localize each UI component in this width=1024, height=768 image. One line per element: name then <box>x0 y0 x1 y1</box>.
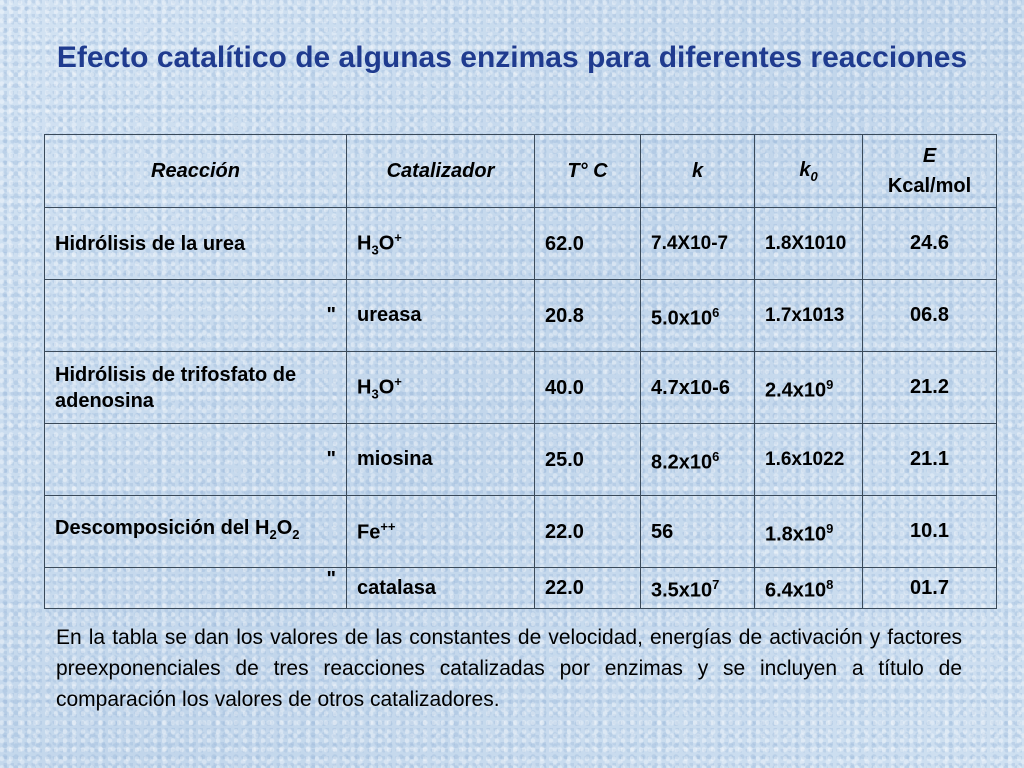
cell-temp: 40.0 <box>535 352 641 424</box>
cell-temp: 22.0 <box>535 568 641 609</box>
table-row <box>45 424 997 496</box>
cell-e: 24.6 <box>863 208 997 280</box>
cell-reaccion: Descomposición del $H_2O_2$ <box>45 496 347 568</box>
table-header-row <box>45 135 997 208</box>
cell-catalizador: miosina <box>347 424 535 496</box>
explanation-paragraph: En la tabla se dan los valores de las constantes de velocidad, energías de activación y factores preexponenciales de tres reacciones catalizadas por enzimas y se incluyen a título de comparación los valores de otros catalizadores. <box>56 626 962 711</box>
cell-temp: 25.0 <box>535 424 641 496</box>
table-row <box>45 352 997 424</box>
table-row <box>45 496 997 568</box>
cell-k0: $1.8x10^9$ <box>755 496 863 568</box>
cell-k: 7.4X10-7 <box>641 208 755 280</box>
cell-k: $3.5x10^7$ <box>641 568 755 609</box>
cell-temp: 62.0 <box>535 208 641 280</box>
cell-catalizador: catalasa <box>347 568 535 609</box>
cell-e: 21.2 <box>863 352 997 424</box>
cell-catalizador: $H_3O^+$ <box>347 208 535 280</box>
header-k: k <box>641 135 755 208</box>
header-reaccion: Reacción <box>45 135 347 208</box>
cell-reaccion-ditto: " <box>45 424 347 496</box>
cell-k: 56 <box>641 496 755 568</box>
header-catalizador: Catalizador <box>347 135 535 208</box>
cell-k: $8.2x10^6$ <box>641 424 755 496</box>
cell-k0: 1.8X1010 <box>755 208 863 280</box>
table-row <box>45 568 997 609</box>
cell-catalizador: Fe++ <box>347 496 535 568</box>
table-row <box>45 208 997 280</box>
cell-catalizador: ureasa <box>347 280 535 352</box>
cell-k: 4.7x10-6 <box>641 352 755 424</box>
cell-catalizador: $H_3O^+$ <box>347 352 535 424</box>
enzyme-table <box>44 134 997 609</box>
cell-k: $5.0x10^6$ <box>641 280 755 352</box>
cell-k0: $2.4x10^9$ <box>755 352 863 424</box>
cell-k0: $6.4x10^8$ <box>755 568 863 609</box>
header-k0: $k_0$ <box>755 135 863 208</box>
cell-reaccion: Hidrólisis de trifosfato de adenosina <box>45 352 347 424</box>
cell-k0: 1.7x1013 <box>755 280 863 352</box>
header-temperatura: T° C <box>535 135 641 208</box>
cell-e: 10.1 <box>863 496 997 568</box>
header-e: E Kcal/mol <box>863 135 997 208</box>
cell-temp: 20.8 <box>535 280 641 352</box>
slide-title: Efecto catalítico de algunas enzimas para diferentes reacciones <box>56 41 968 74</box>
cell-e: 06.8 <box>863 280 997 352</box>
cell-e: 01.7 <box>863 568 997 609</box>
cell-temp: 22.0 <box>535 496 641 568</box>
table-row <box>45 280 997 352</box>
cell-e: 21.1 <box>863 424 997 496</box>
cell-k0: 1.6x1022 <box>755 424 863 496</box>
cell-reaccion-ditto: " <box>45 280 347 352</box>
cell-reaccion: Hidrólisis de la urea <box>45 208 347 280</box>
cell-reaccion-ditto: " <box>45 568 347 609</box>
